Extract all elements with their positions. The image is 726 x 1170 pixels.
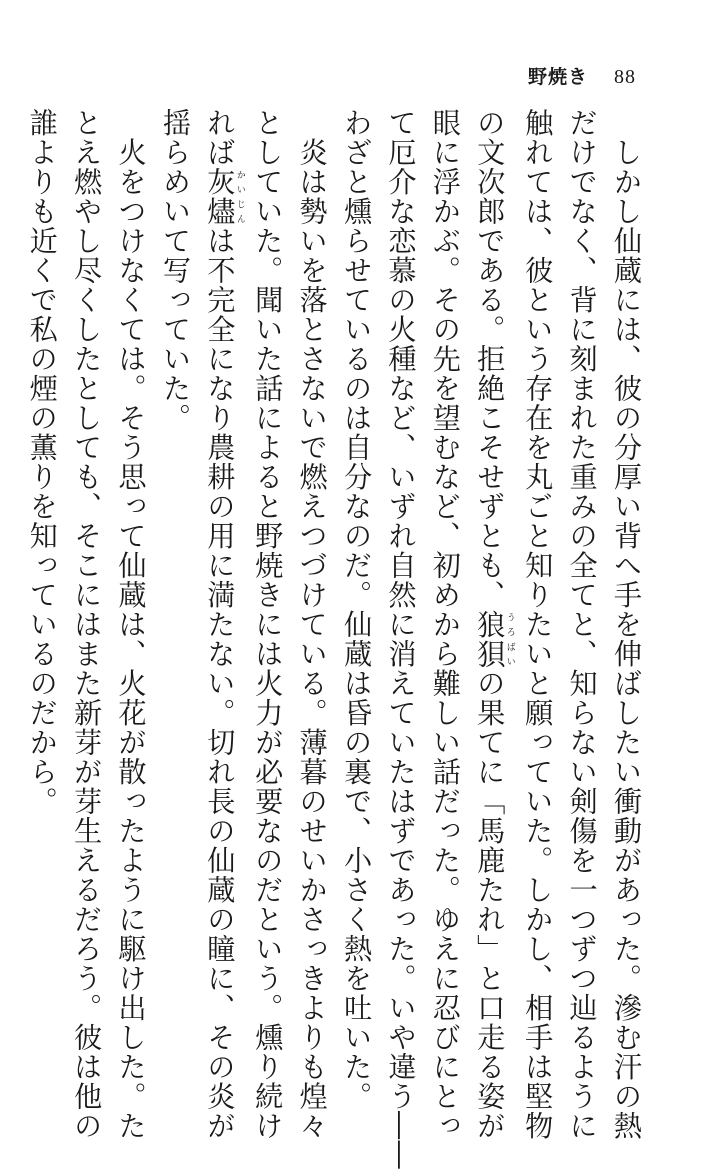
ruby-base: 灰燼 bbox=[203, 167, 237, 226]
text-line: て厄介な恋慕の火種など、いずれ自然に消えていたはずであった。いや違う―― bbox=[384, 108, 418, 1170]
text-line: 火をつけなくては。そう思って仙蔵は、火花が散ったように駆け出した。た bbox=[114, 108, 148, 1141]
text-line: 揺らめいて写っていた。 bbox=[158, 108, 192, 433]
page-number: 88 bbox=[614, 66, 636, 88]
vertical-body-text bbox=[25, 108, 648, 1170]
ruby-reading: うろばい bbox=[504, 609, 515, 669]
ruby-annotation bbox=[473, 609, 515, 669]
text-segment: の文次郎である。拒絶こそせずとも、 bbox=[473, 108, 507, 610]
text-line: 誰よりも近くで私の煙の薫りを知っているのだから。 bbox=[25, 108, 59, 816]
text-segment: は不完全になり農耕の用に満たない。切れ長の仙蔵の瞳に、その炎が bbox=[203, 226, 237, 1141]
text-line: しかし仙蔵には、彼の分厚い背へ手を伸ばしたい衝動があった。滲む汗の熱 bbox=[610, 108, 643, 1141]
text-line: 眼に浮かぶ。その先を望むなど、初めから難しい話だった。ゆえに忍びにとっ bbox=[428, 108, 462, 1141]
text-line: としていた。聞いた話によると野焼きには火力が必要なのだという。燻り続け bbox=[251, 108, 285, 1141]
text-line: 触れては、彼という存在を丸ごと知りたいと願っていた。しかし、相手は堅物 bbox=[521, 108, 555, 1141]
running-header bbox=[528, 62, 636, 89]
chapter-title: 野焼き bbox=[527, 66, 588, 88]
ruby-base: 狼狽 bbox=[473, 609, 507, 669]
text-line-with-ruby bbox=[197, 108, 245, 1141]
ruby-reading: かいじん bbox=[234, 167, 245, 226]
text-line-with-ruby bbox=[467, 108, 515, 1141]
ruby-annotation bbox=[203, 167, 245, 226]
text-line: だけでなく、背に刻まれた重みの全てと、知らない剣傷を一つずつ辿るように bbox=[565, 108, 599, 1141]
text-line: とえ燃やし尽くしたとしても、そこにはまた新芽が芽生えるだろう。彼は他の bbox=[70, 108, 104, 1141]
text-segment: れば bbox=[203, 108, 237, 167]
text-line: 炎は勢いを落とさないで燃えつづけている。薄暮のせいかさっきよりも煌々 bbox=[295, 108, 329, 1141]
text-line: わざと燻らせているのは自分なのだ。仙蔵は昏の裏で、小さく熱を吐いた。 bbox=[340, 108, 374, 1111]
text-segment: の果てに「馬鹿たれ」と口走る姿が bbox=[473, 668, 507, 1141]
